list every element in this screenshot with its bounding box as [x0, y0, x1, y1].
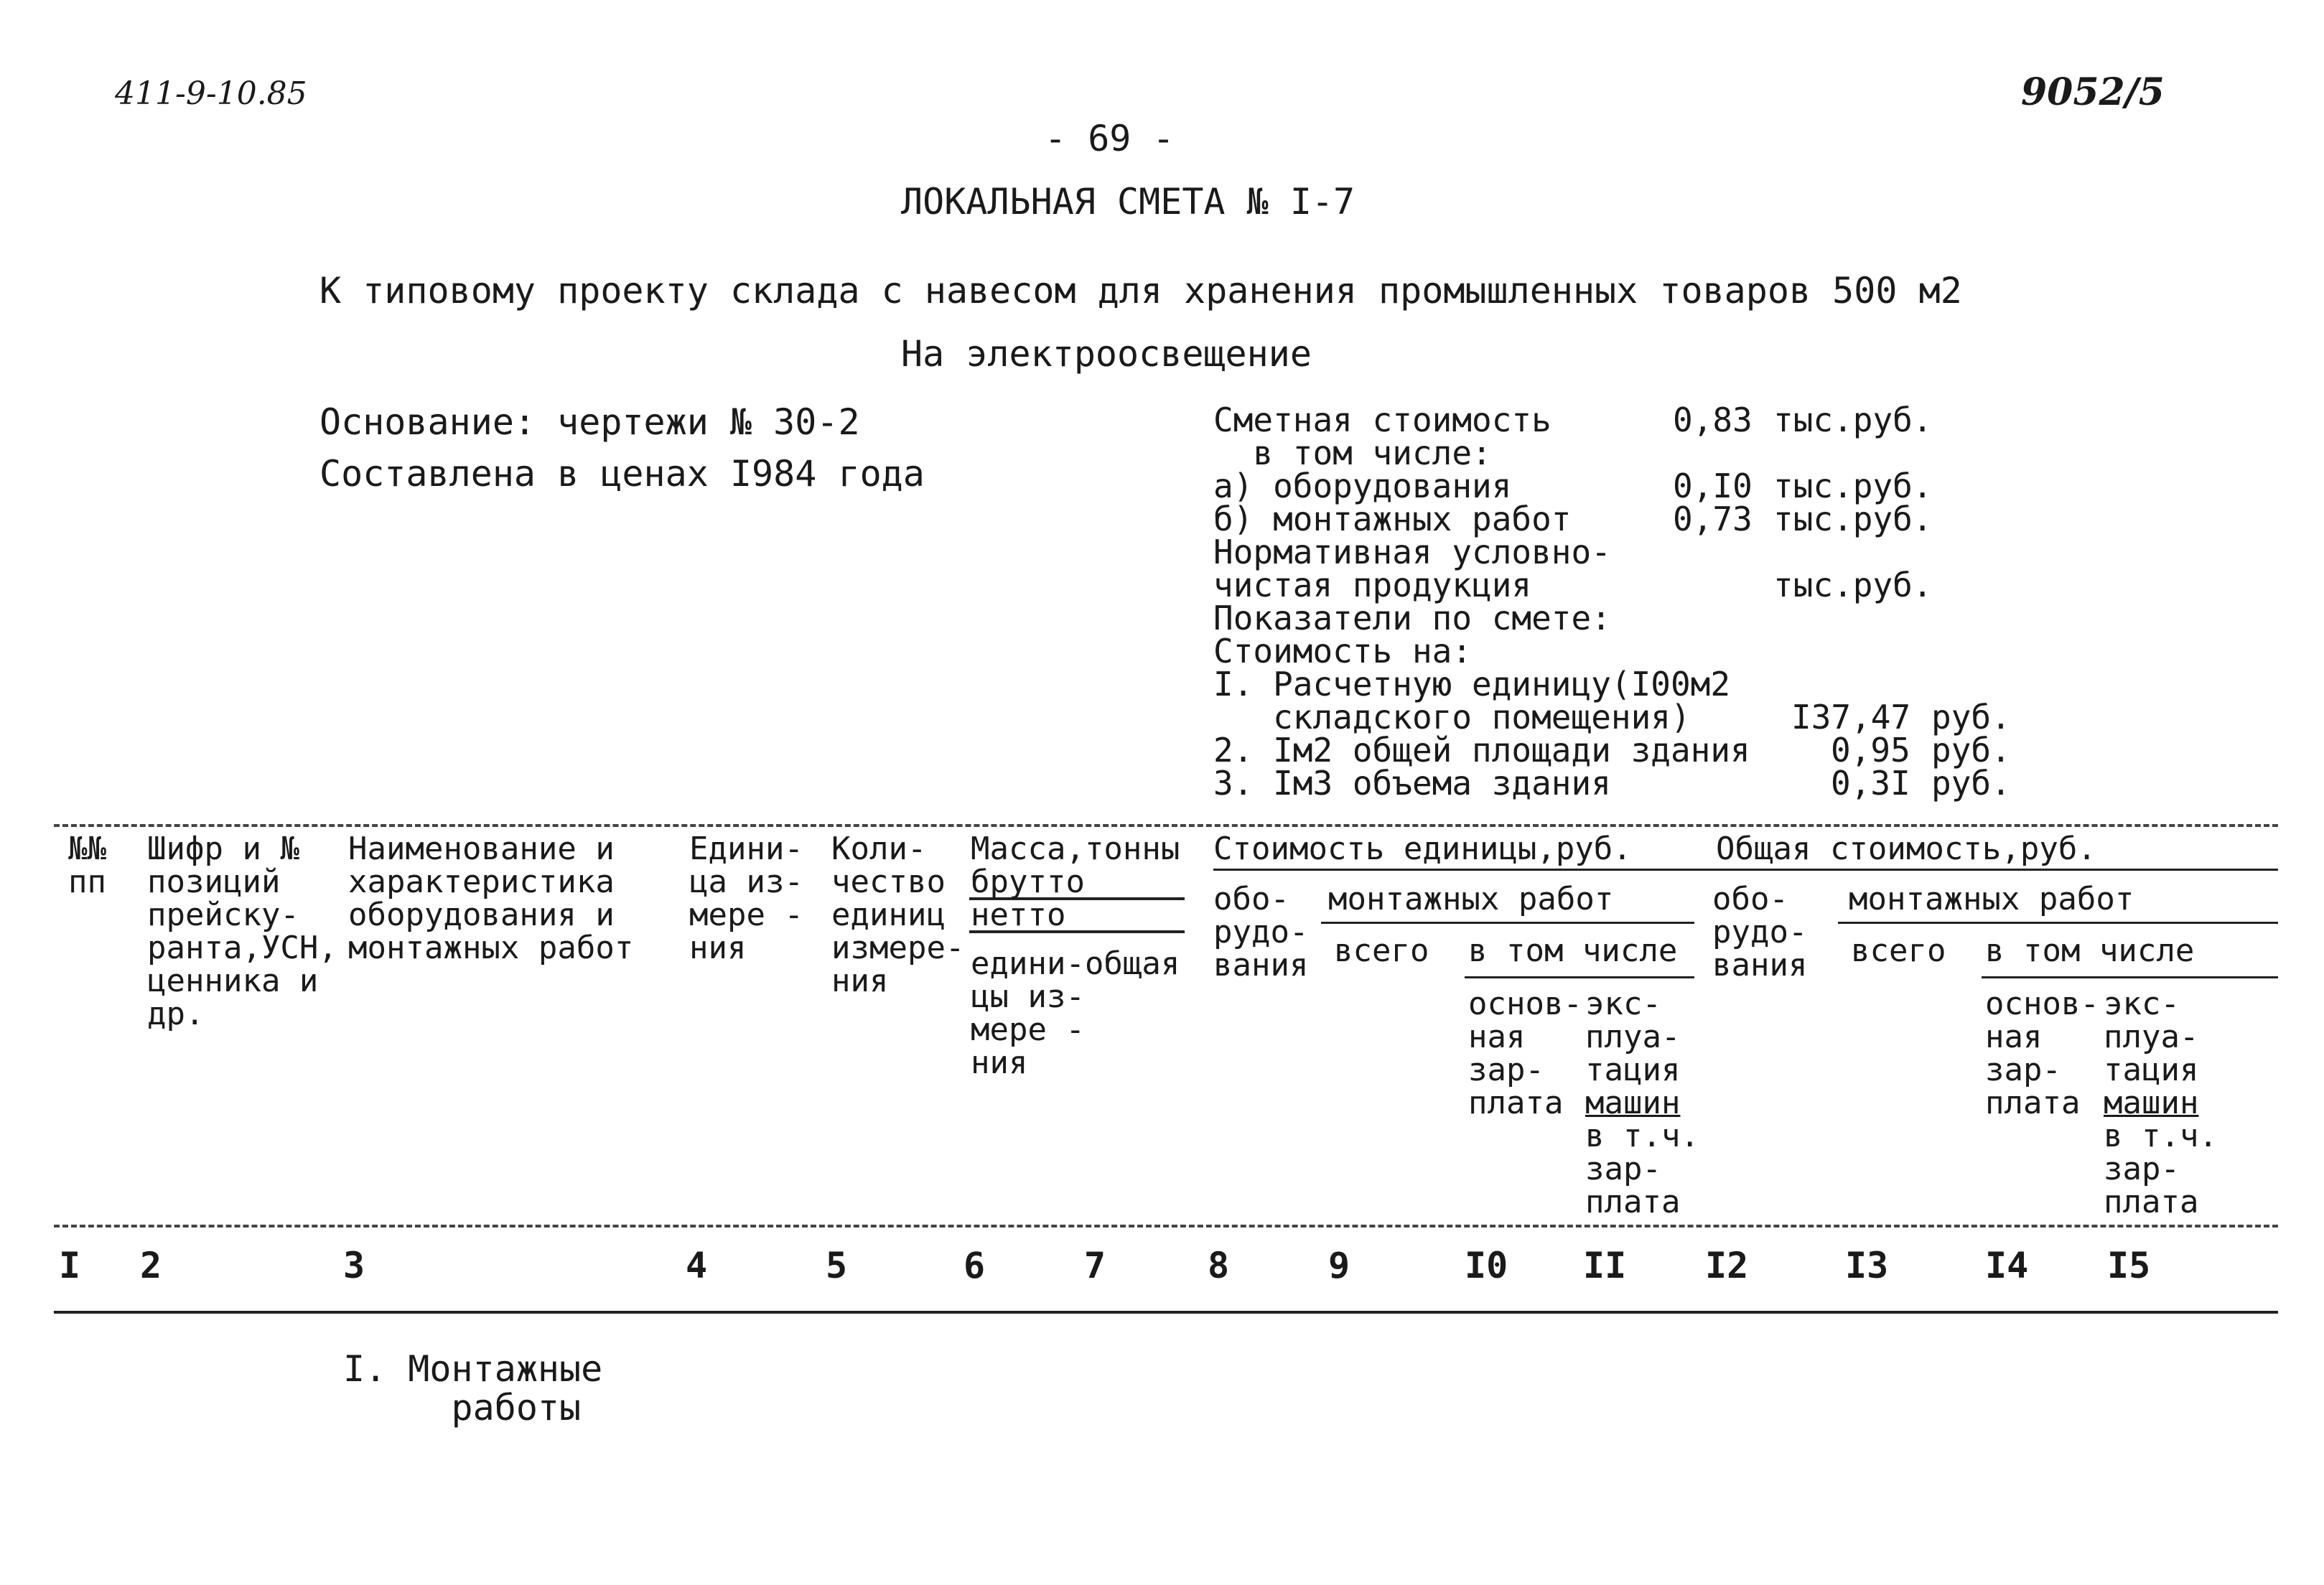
- summary-unit: руб.: [1931, 764, 2011, 803]
- column-number: I5: [2107, 1245, 2151, 1286]
- column-number: I0: [1465, 1245, 1508, 1286]
- summary-label: Стоимость на:: [1213, 632, 1473, 670]
- page-number: - 69 -: [1045, 118, 1175, 159]
- col-header-total-exploitation: экс- плуа- тация: [2104, 986, 2199, 1088]
- col-header-total-machines: машин: [2104, 1085, 2199, 1121]
- total-incl-rule: [1982, 976, 2278, 978]
- summary-unit: тыс.руб.: [1773, 401, 1933, 439]
- basis-drawings: Основание: чертежи № 30-2: [319, 401, 860, 443]
- summary-unit: тыс.руб.: [1773, 500, 1933, 538]
- col-header-unit-machines: машин: [1585, 1085, 1681, 1121]
- column-number: 2: [140, 1245, 162, 1286]
- summary-label: Сметная стоимость: [1213, 401, 1551, 439]
- col-header-unit-total: всего: [1334, 932, 1429, 969]
- col-header-total-exp-wage: в т.ч. зар- плата: [2104, 1118, 2218, 1220]
- summary-label: Нормативная условно-: [1213, 533, 1611, 571]
- col-header-total-equipment: обо- рудо- вания: [1712, 881, 1808, 983]
- column-number: 7: [1084, 1245, 1106, 1286]
- column-number: 4: [686, 1245, 708, 1286]
- summary-value: 0,3I: [1831, 764, 1910, 803]
- col-header-total-total: всего: [1851, 932, 1946, 969]
- summary-label: б) монтажных работ: [1213, 500, 1572, 538]
- cost-header-rule: [1213, 869, 2278, 871]
- table-top-rule: [54, 824, 2278, 827]
- summary-value: I37,47: [1791, 698, 1911, 737]
- summary-value: 0,83: [1673, 401, 1753, 439]
- column-number: 3: [343, 1245, 365, 1286]
- summary-unit: тыс.руб.: [1773, 566, 1933, 604]
- document-code: 411-9-10.85: [115, 75, 307, 112]
- col-header-total-cost: Общая стоимость,руб.: [1716, 831, 2096, 867]
- basis-prices: Составлена в ценах I984 года: [319, 453, 925, 495]
- summary-unit: тыс.руб.: [1773, 467, 1933, 505]
- col-header-name: Наименование и характеристика оборудования и монтажных работ: [348, 831, 634, 966]
- summary-label: 3. Iм3 объема здания: [1213, 764, 1611, 803]
- page-title: ЛОКАЛЬНАЯ СМЕТА № I-7: [901, 181, 1355, 223]
- header-bottom-rule: [54, 1225, 2278, 1228]
- column-number: 9: [1328, 1245, 1350, 1286]
- column-number: 6: [963, 1245, 986, 1286]
- section-title: На электроосвещение: [901, 333, 1312, 375]
- summary-unit: руб.: [1931, 698, 2011, 737]
- col-header-unit-mount: монтажных работ: [1328, 881, 1614, 917]
- section-heading: I. Монтажные работы: [343, 1348, 603, 1429]
- col-header-unit-exp-wage: в т.ч. зар- плата: [1585, 1118, 1699, 1220]
- summary-label: в том числе:: [1213, 434, 1492, 472]
- col-header-quantity: Коли- чество единиц измере- ния: [831, 831, 965, 999]
- summary-label: чистая продукция: [1213, 566, 1532, 604]
- col-header-mass: Масса,тонны: [971, 831, 1180, 867]
- column-number: I2: [1705, 1245, 1749, 1286]
- column-number: I4: [1985, 1245, 2029, 1286]
- column-numbers-rule: [54, 1311, 2278, 1314]
- column-number: I: [59, 1245, 81, 1286]
- summary-unit: руб.: [1931, 731, 2011, 770]
- column-number: 5: [826, 1245, 848, 1286]
- col-header-unit-exploitation: экс- плуа- тация: [1585, 986, 1681, 1088]
- col-header-unit-cost: Стоимость единицы,руб.: [1213, 831, 1632, 867]
- col-header-number: №№ пп: [68, 831, 106, 900]
- col-header-total-basic-wage: основ- ная зар- плата: [1985, 986, 2099, 1121]
- column-number: 8: [1208, 1245, 1230, 1286]
- col-header-total-incl: в том числе: [1985, 932, 2195, 969]
- summary-label: складского помещения): [1213, 698, 1691, 737]
- col-header-unit-incl: в том числе: [1468, 932, 1678, 969]
- summary-label: а) оборудования: [1213, 467, 1512, 505]
- column-number: I3: [1845, 1245, 1889, 1286]
- unit-incl-rule: [1465, 976, 1694, 978]
- col-header-unit-basic-wage: основ- ная зар- плата: [1468, 986, 1582, 1121]
- summary-label: I. Расчетную единицу(I00м2: [1213, 665, 1731, 703]
- column-number: II: [1583, 1245, 1627, 1286]
- total-mount-rule: [1838, 922, 2278, 924]
- summary-value: 0,73: [1673, 500, 1753, 538]
- unit-mount-rule: [1321, 922, 1694, 924]
- summary-value: 0,I0: [1673, 467, 1753, 505]
- subtitle: К типовому проекту склада с навесом для хранения промышленных товаров 500 м2: [319, 270, 1962, 312]
- col-header-total-mount: монтажных работ: [1849, 881, 2134, 917]
- col-header-code: Шифр и № позиций прейску- ранта,УСН, ценника и др.: [147, 831, 337, 1032]
- summary-label: 2. Iм2 общей площади здания: [1213, 731, 1750, 770]
- col-header-unit: Едини- ца из- мере - ния: [689, 831, 803, 966]
- col-header-mass-netto: нетто: [971, 897, 1066, 933]
- col-header-mass-brutto: брутто: [971, 864, 1085, 900]
- summary-value: 0,95: [1831, 731, 1910, 770]
- col-header-mass-per-unit: едини-общая цы из- мере - ния: [971, 945, 1180, 1081]
- col-header-unit-equipment: обо- рудо- вания: [1213, 881, 1309, 983]
- sheet-number: 9052/5: [2021, 70, 2165, 114]
- summary-label: Показатели по смете:: [1213, 599, 1611, 637]
